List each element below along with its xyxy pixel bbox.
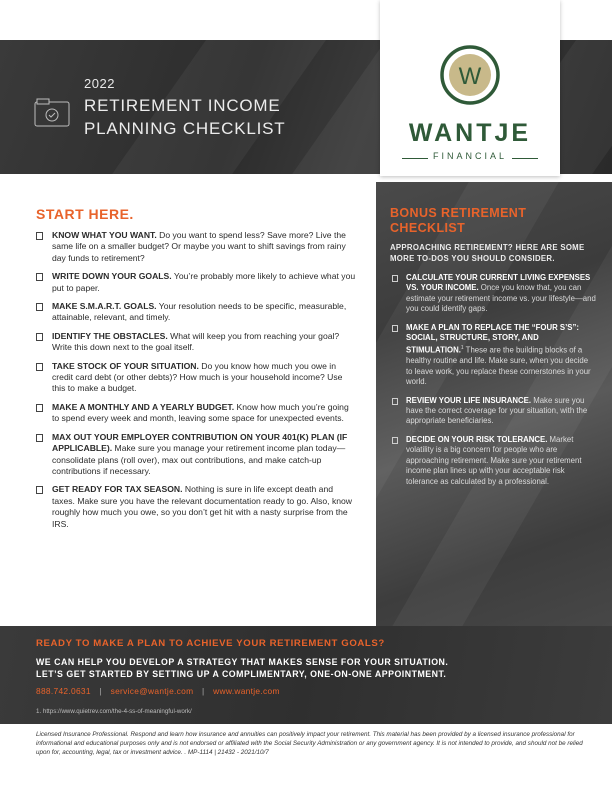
checkbox[interactable] [36,273,43,281]
item-title: REVIEW YOUR LIFE INSURANCE. [406,395,532,405]
checklist-icon [34,98,70,128]
item-title: KNOW WHAT YOU WANT. [52,230,157,240]
contact-row [36,686,280,696]
bonus-panel [376,182,612,626]
divider [512,158,538,159]
checklist-item [36,402,356,425]
logo-letter: W [458,63,482,90]
item-description: Nothing is sure in life except death and taxes. Make sure you have the relevant documentation ready to go. Also, know roughly how much you owe, so you don’t get hit with a nasty surprise from the IRS. [52,484,353,529]
bonus-heading-line: BONUS RETIREMENT [390,206,527,220]
item-description: Do you want to spend less? Save more? Live the same life on a smaller budget? Or maybe you want to shift savings from rainy day funds to retirement? [52,230,346,263]
item-title: MAKE S.M.A.R.T. GOALS. [52,301,157,312]
item-description: Once you know that, you can estimate your retirement income vs. your lifestyle—and you could identify gaps. [406,283,596,314]
item-description: You’re probably more likely to achieve what you put to paper. [52,271,356,293]
bonus-heading [390,206,596,236]
wantje-logo-mark [440,44,500,106]
item-title: IDENTIFY THE OBSTACLES. [52,330,168,341]
item-description: Make sure you have the correct coverage for your situation, with the appropriate beneficiaries. [406,395,588,426]
website-link[interactable]: www.wantje.com [213,686,280,696]
item-description: Do you know how much you owe in credit card debt (or other debts)? How much is your household income? Use this to make a budget. [52,360,343,394]
checklist-item [36,301,356,324]
separator: | [202,686,205,696]
cta-heading: READY TO MAKE A PLAN TO ACHIEVE YOUR RETIREMENT GOALS? [36,638,385,649]
item-title: MAKE A PLAN TO REPLACE THE “FOUR S’S”: SOCIAL, STRUCTURE, STORY, AND STIMULATION. [406,322,579,356]
checklist-item [36,361,356,395]
cta-subheading [36,656,596,680]
cta-sub-line: LET’S GET STARTED BY SETTING UP A COMPLIMENTARY, ONE-ON-ONE APPOINTMENT. [36,669,447,679]
item-description: Know how much you’re going to spend every week and month, leaving some space for unexpected events. [52,401,349,424]
bonus-checklist [390,273,596,487]
checkbox[interactable] [36,404,43,412]
logo-name: WANTJE [408,119,532,147]
checkbox[interactable] [36,303,43,311]
item-title: DECIDE ON YOUR RISK TOLERANCE. [406,434,548,444]
checkbox[interactable] [392,275,398,282]
checklist-item [390,273,596,315]
separator: | [99,686,102,696]
checkbox[interactable] [392,398,398,405]
logo-card [380,0,560,176]
logo-subtitle-row [402,151,538,165]
logo-subtitle: FINANCIAL [432,151,507,161]
item-title: CALCULATE YOUR CURRENT LIVING EXPENSES VS. YOUR INCOME. [406,273,591,293]
checkbox[interactable] [36,434,43,442]
cta-band [0,626,612,724]
checkbox[interactable] [36,486,43,494]
page-title [84,94,285,140]
email-link[interactable]: service@wantje.com [110,686,194,696]
checklist-item [390,323,596,388]
checklist-item [36,484,356,530]
checklist-item [36,271,356,294]
checkbox[interactable] [392,325,398,332]
title-line: PLANNING CHECKLIST [84,119,286,138]
item-description: What will keep you from reaching your goal? Write this down next to the goal itself. [52,330,340,353]
start-section [36,206,356,537]
checklist-item [390,435,596,487]
cta-sub-line: WE CAN HELP YOU DEVELOP A STRATEGY THAT MAKES SENSE FOR YOUR SITUATION. [36,657,449,667]
phone-link[interactable]: 888.742.0631 [36,686,91,696]
item-description: These are the building blocks of a healthy routine and life. Make sure, when you decide to leave work, you replace these cornerstones in your world. [406,346,591,387]
start-heading: START HERE. [36,206,134,222]
bonus-heading-line: CHECKLIST [390,221,466,235]
bonus-intro: APPROACHING RETIREMENT? HERE ARE SOME MORE TO-DOS YOU SHOULD CONSIDER. [390,243,585,263]
item-title: GET READY FOR TAX SEASON. [52,484,183,495]
checklist-item [390,396,596,427]
checklist-item [36,230,356,264]
item-title: MAKE A MONTHLY AND A YEARLY BUDGET. [52,401,235,412]
checkbox[interactable] [36,363,43,371]
checkbox[interactable] [36,232,43,240]
divider [402,158,428,159]
item-title: WRITE DOWN YOUR GOALS. [52,271,172,282]
item-title: MAX OUT YOUR EMPLOYER CONTRIBUTION ON YOUR 401(K) PLAN (IF APPLICABLE). [52,431,348,454]
item-description: Market volatility is a big concern for people who are approaching retirement. Make sure your retirement income plan lines up with your acceptable risk tolerance as calculated by a professional. [406,434,582,486]
checkbox[interactable] [36,333,43,341]
checkbox[interactable] [392,437,398,444]
item-description: Your resolution needs to be specific, measurable, attainable, relevant, and timely. [52,301,347,323]
checklist-item [36,432,356,478]
item-description: Make sure you manage your retirement income plan today—consolidate plans (roll over), max out contributions, and make catch-up contributions if necessary. [52,443,346,476]
bonus-section [390,206,596,495]
header-year: 2022 [84,76,115,91]
item-title: TAKE STOCK OF YOUR SITUATION. [52,360,199,371]
disclaimer: Licensed Insurance Professional. Respond and learn how insurance and annuities can positively impact your retirement. This material has been provided by a licensed insurance professional for informational and educational purposes only and is not endorsed or affiliated with the Social Security Administration or any government agency. It is not intended to provide, and should not be relied upon for, accounting, legal, tax or investment advice. . MP-1114 | 21432 - 2021/10/7 [36,731,583,756]
start-checklist [36,230,356,530]
title-line: RETIREMENT INCOME [84,96,281,115]
footnote-marker: 1 [460,345,464,352]
checklist-item [36,331,356,354]
footnote[interactable]: 1. https://www.quietrev.com/the-4-ss-of-meaningful-work/ [36,708,192,715]
